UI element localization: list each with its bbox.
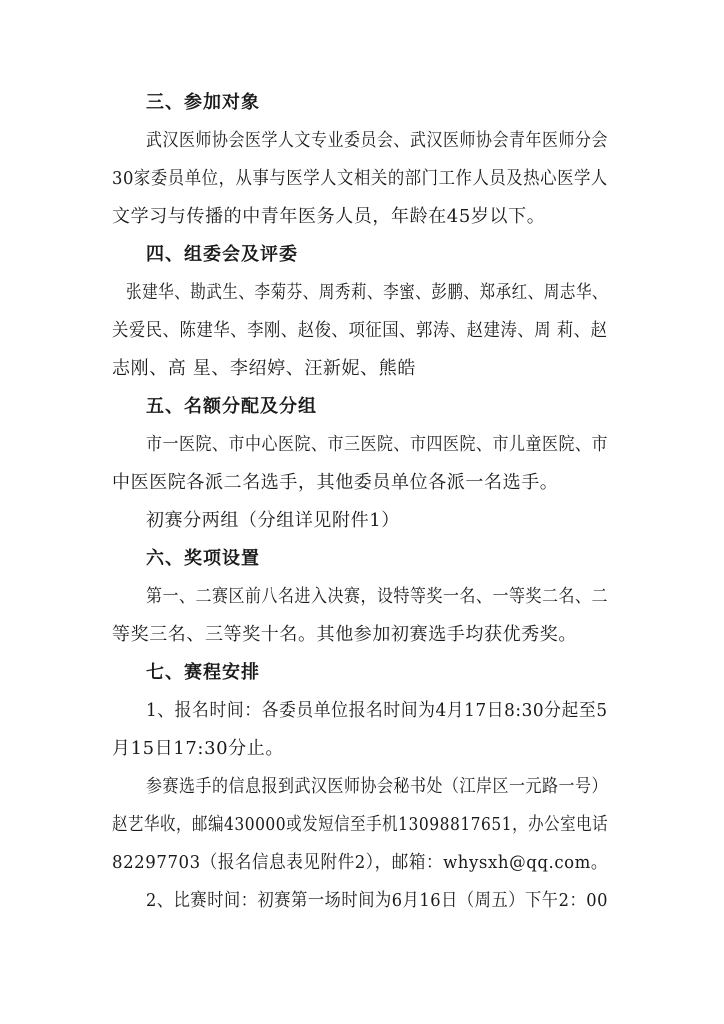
quota-line-1: 市一医院、市中心医院、市三医院、市四医院、市儿童医院、市	[146, 434, 608, 455]
participants-line-3: 文学习与传播的中青年医务人员，年龄在45岁以下。	[112, 206, 546, 227]
schedule-line-2: 月15日17:30分止。	[112, 738, 284, 759]
schedule-line-6: 2、比赛时间：初赛第一场时间为6月16日（周五）下午2：00	[146, 890, 608, 911]
schedule-line-1: 1、报名时间：各委员单位报名时间为4月17日8:30分起至5	[146, 700, 608, 721]
schedule-line-4: 赵艺华收，邮编430000或发短信至手机13098817651，办公室电话	[112, 814, 609, 835]
section-heading-participants: 三、参加对象	[146, 92, 260, 113]
section-heading-awards: 六、奖项设置	[146, 548, 260, 569]
quota-line-3: 初赛分两组（分组详见附件1）	[146, 510, 400, 531]
section-heading-quota: 五、名额分配及分组	[146, 396, 317, 417]
committee-line-1: 张建华、勘武生、李菊芬、周秀莉、李蜜、彭鹏、郑承红、周志华、	[126, 282, 609, 303]
quota-line-2: 中医医院各派二名选手，其他委员单位各派一名选手。	[112, 472, 559, 493]
committee-line-3: 志刚、高 星、李绍婷、汪新妮、熊皓	[112, 358, 416, 379]
schedule-line-3: 参赛选手的信息报到武汉医师协会秘书处（江岸区一元路一号）	[146, 776, 608, 797]
awards-line-1: 第一、二赛区前八名进入决赛，设特等奖一名、一等奖二名、二	[146, 586, 608, 607]
section-heading-committee: 四、组委会及评委	[146, 244, 298, 265]
participants-line-1: 武汉医师协会医学人文专业委员会、武汉医师协会青年医师分会	[146, 130, 608, 151]
committee-line-2: 关爱民、陈建华、李刚、赵俊、项征国、郭涛、赵建涛、周 莉、赵	[112, 320, 608, 341]
awards-line-2: 等奖三名、三等奖十名。其他参加初赛选手均获优秀奖。	[112, 624, 577, 645]
schedule-line-5: 82297703（报名信息表见附件2），邮箱：whysxh@qq.com。	[112, 852, 609, 873]
participants-line-2: 30家委员单位，从事与医学人文相关的部门工作人员及热心医学人	[112, 168, 608, 189]
section-heading-schedule: 七、赛程安排	[146, 662, 260, 683]
